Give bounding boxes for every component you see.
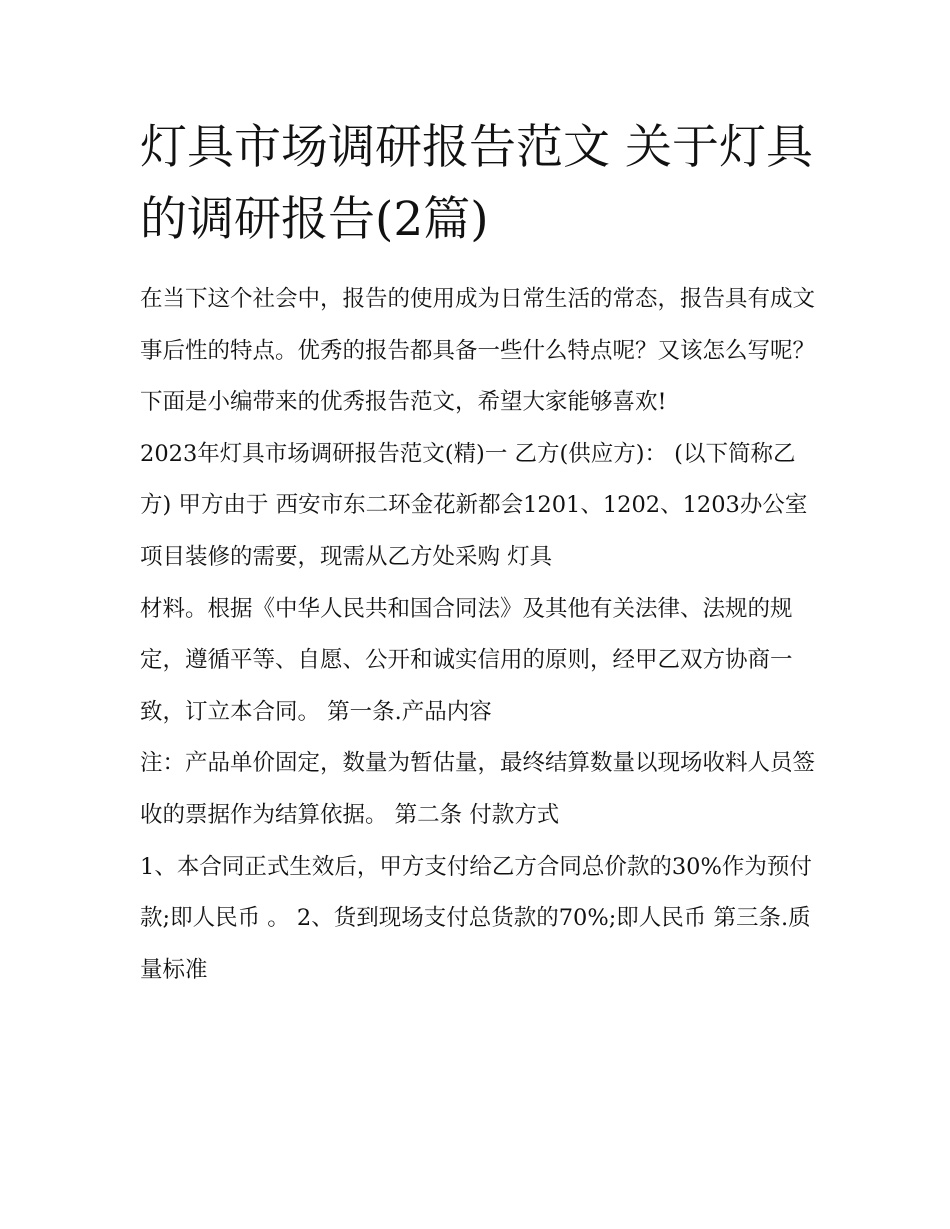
payment-terms-paragraph: 1、本合同正式生效后，甲方支付给乙方合同总价款的30%作为预付款;即人民币 。 2、货到现场支付总货款的70%;即人民币 第三条.质量标准: [140, 853, 812, 983]
document-page: [140, 112, 820, 996]
project-purchase-paragraph: 项目装修的需要，现需从乙方处采购 灯具: [140, 543, 553, 570]
intro-paragraph: 在当下这个社会中，报告的使用成为日常生活的常态，报告具有成文事后性的特点。优秀的报告都具备一些什么特点呢？又该怎么写呢？下面是小编带来的优秀报告范文，希望大家能够喜欢!: [140, 286, 816, 416]
contract-basis-paragraph: 材料。根据《中华人民共和国合同法》及其他有关法律、法规的规定，遵循平等、自愿、公开和诚实信用的原则，经甲乙双方协商一致，订立本合同。 第一条.产品内容: [140, 595, 793, 725]
document-body: [140, 274, 820, 996]
document-title: 灯具市场调研报告范文 关于灯具的调研报告(2篇): [140, 120, 813, 247]
contract-parties-paragraph: 2023年灯具市场调研报告范文(精)一 乙方(供应方)： (以下简称乙方) 甲方由于 西安市东二环金花新都会1201、1202、1203办公室: [140, 440, 808, 519]
product-note-paragraph: 注：产品单价固定，数量为暂估量，最终结算数量以现场收料人员签收的票据作为结算依据。 第二条 付款方式: [140, 750, 816, 828]
